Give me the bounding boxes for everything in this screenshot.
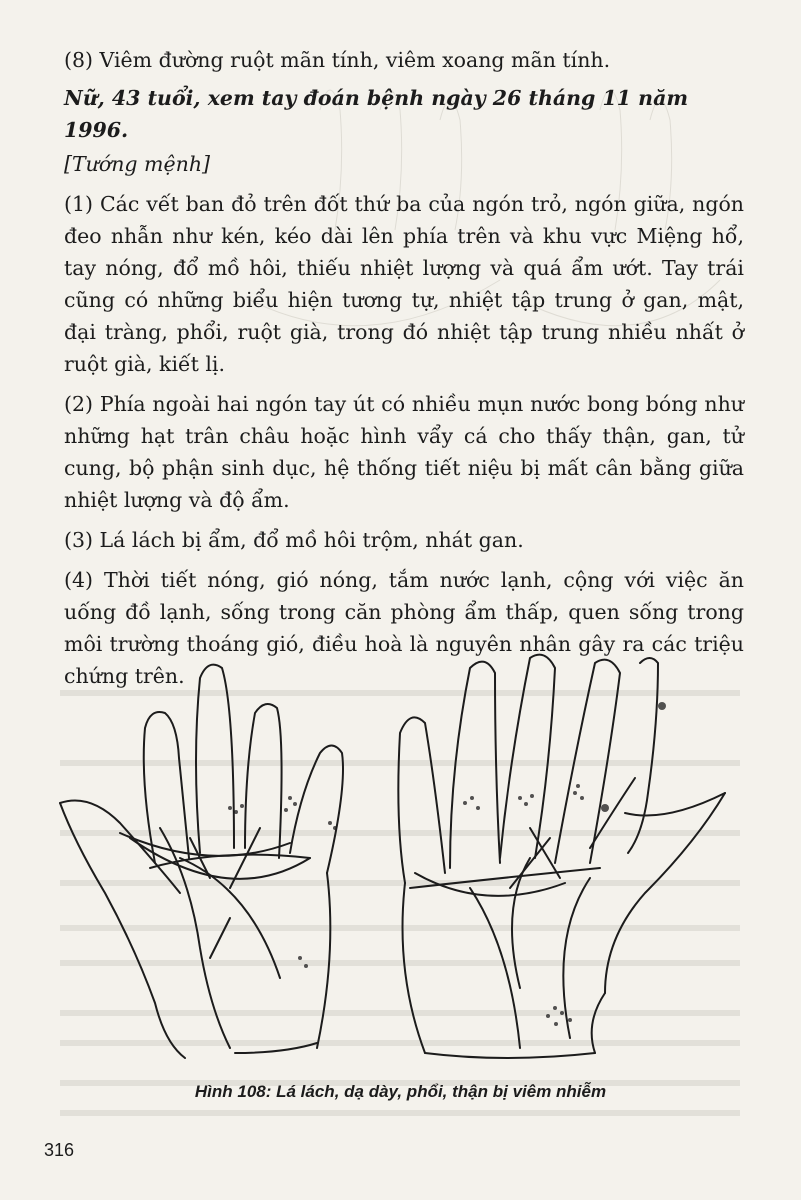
paragraph-4: (4) Thời tiết nóng, gió nóng, tắm nước lạnh, cộng với việc ăn uống đồ lạnh, sống trong căn phòng ẩm thấp, quen sống trong môi trường thoáng gió, điều hoà là nguyên nhân gây ra các triệu chứng trên. <box>64 568 744 688</box>
intro-line: (8) Viêm đường ruột mãn tính, viêm xoang mãn tính. <box>64 48 611 72</box>
body-text <box>64 44 744 692</box>
palm-illustration <box>50 628 750 1068</box>
section-label: [Tướng mệnh] <box>64 152 211 176</box>
paragraph-1: (1) Các vết ban đỏ trên đốt thứ ba của ngón trỏ, ngón giữa, ngón đeo nhẫn như kén, kéo dài lên phía trên và khu vực Miệng hổ, tay nóng, đổ mồ hôi, thiếu nhiệt lượng và quá ẩm ướt. Tay trái cũng có những biểu hiện tương tự, nhiệt tập trung ở gan, mật, đại tràng, phổi, ruột già, trong đó nhiệt tập trung nhiều nhất ở ruột già, kiết lị. <box>64 192 744 376</box>
paragraph-2: (2) Phía ngoài hai ngón tay út có nhiều mụn nước bong bóng như những hạt trân châu hoặc hình vẩy cá cho thấy thận, gan, tử cung, bộ phận sinh dục, hệ thống tiết niệu bị mất cân bằng giữa nhiệt lượng và độ ẩm. <box>64 392 744 512</box>
right-hand-outline <box>398 655 725 1058</box>
page-number: 316 <box>44 1140 75 1160</box>
paragraph-3: (3) Lá lách bị ẩm, đổ mồ hôi trộm, nhát gan. <box>64 528 524 552</box>
left-hand-outline <box>60 665 343 1058</box>
figure-caption: Hình 108: Lá lách, dạ dày, phổi, thận bị viêm nhiễm <box>194 1082 607 1101</box>
case-heading: Nữ, 43 tuổi, xem tay đoán bệnh ngày 26 tháng 11 năm 1996. <box>64 86 689 142</box>
stipple-marks <box>228 702 666 1026</box>
